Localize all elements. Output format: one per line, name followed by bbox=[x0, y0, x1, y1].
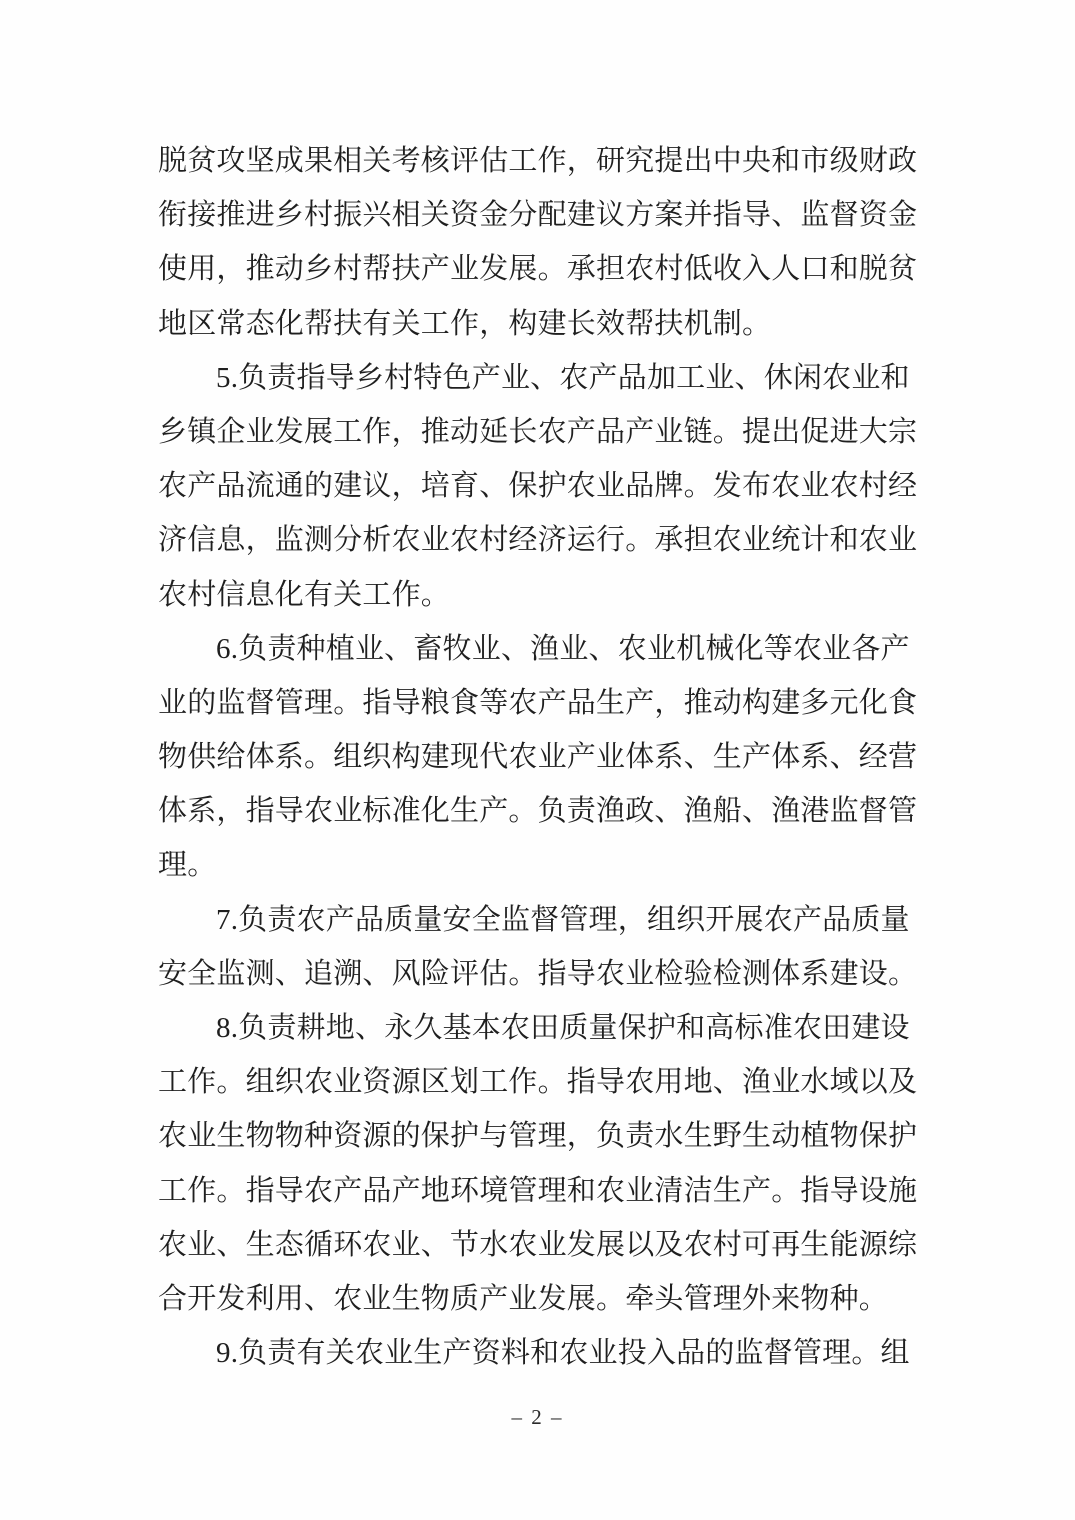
text-line: 9.负责有关农业生产资料和农业投入品的监督管理。组 bbox=[216, 1337, 910, 1370]
text-line: 工作。指导农产品产地环境管理和农业清洁生产。指导设施 bbox=[158, 1174, 918, 1207]
text-line: 乡镇企业发展工作，推动延长农产品产业链。提出促进大宗 bbox=[158, 415, 918, 448]
text-line: 农村信息化有关工作。 bbox=[158, 578, 451, 611]
text-line: 农业生物物种资源的保护与管理，负责水生野生动植物保护 bbox=[158, 1120, 918, 1153]
document-body bbox=[158, 134, 920, 1380]
text-line: 农产品流通的建议，培育、保护农业品牌。发布农业农村经 bbox=[158, 470, 918, 503]
text-line: 衔接推进乡村振兴相关资金分配建议方案并指导、监督资金 bbox=[158, 199, 918, 232]
text-line: 安全监测、追溯、风险评估。指导农业检验检测体系建设。 bbox=[158, 957, 918, 990]
text-line: 理。 bbox=[158, 849, 217, 882]
text-line: 8.负责耕地、永久基本农田质量保护和高标准农田建设 bbox=[216, 1012, 910, 1044]
text-line: 6.负责种植业、畜牧业、渔业、农业机械化等农业各产 bbox=[216, 632, 910, 665]
page-number: – 2 – bbox=[511, 1405, 564, 1429]
text-line: 合开发利用、农业生物质产业发展。牵头管理外来物种。 bbox=[158, 1282, 889, 1315]
text-line: 体系，指导农业标准化生产。负责渔政、渔船、渔港监督管 bbox=[158, 795, 918, 828]
text-line: 济信息，监测分析农业农村经济运行。承担农业统计和农业 bbox=[158, 524, 918, 557]
text-line: 脱贫攻坚成果相关考核评估工作，研究提出中央和市级财政 bbox=[158, 145, 918, 177]
text-line: 工作。组织农业资源区划工作。指导农用地、渔业水域以及 bbox=[158, 1066, 918, 1099]
text-line: 物供给体系。组织构建现代农业产业体系、生产体系、经营 bbox=[158, 741, 918, 774]
text-line: 地区常态化帮扶有关工作，构建长效帮扶机制。 bbox=[158, 307, 772, 340]
text-line: 农业、生态循环农业、节水农业发展以及农村可再生能源综 bbox=[158, 1228, 918, 1261]
text-line: 业的监督管理。指导粮食等农产品生产，推动构建多元化食 bbox=[158, 686, 918, 719]
text-line: 使用，推动乡村帮扶产业发展。承担农村低收入人口和脱贫 bbox=[158, 253, 918, 286]
text-line: 7.负责农产品质量安全监督管理，组织开展农产品质量 bbox=[216, 903, 910, 936]
text-line: 5.负责指导乡村特色产业、农产品加工业、休闲农业和 bbox=[216, 361, 910, 394]
